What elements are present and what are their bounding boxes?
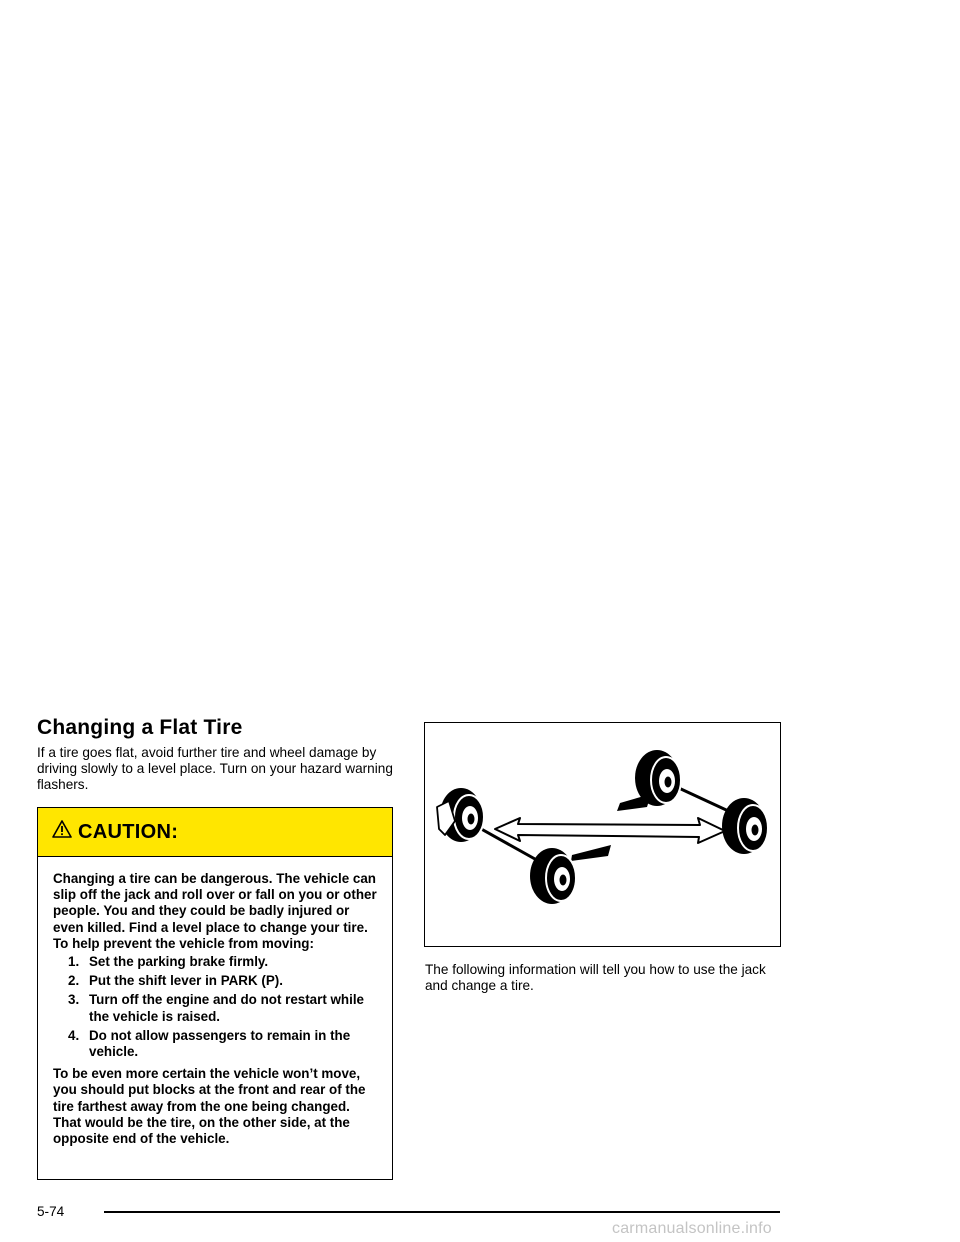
footer-divider [104,1211,780,1213]
tire-icon [722,798,768,854]
warning-triangle-icon [52,819,72,839]
step-text: Set the parking brake firmly. [89,954,269,970]
step-number: 1. [68,954,80,970]
step-text: Put the shift lever in PARK (P). [89,973,283,989]
step-number: 2. [68,973,80,989]
step-number: 4. [68,1027,80,1043]
tire-icon [437,788,484,842]
step-number: 3. [68,992,80,1008]
caution-title: CAUTION: [78,820,179,843]
page-number: 5-74 [37,1204,65,1219]
tire-icon [635,750,681,806]
tire-blocking-diagram [425,723,779,945]
caution-closing: To be even more certain the vehicle won’t move, you should put blocks at the front and rear of the tire farthest away from the one being changed. That would be the tire, on the other side, at the opposite end of the vehicle. [53,1066,366,1147]
caution-step [68,954,378,970]
caution-step [68,973,378,989]
after-figure-paragraph: The following information will tell you how to use the jack and change a tire. [425,962,766,993]
tire-icon [530,848,576,904]
caution-header [38,808,392,857]
step-text: Turn off the engine and do not restart while the vehicle is raised. [89,992,365,1024]
caution-steps [53,954,378,1060]
watermark: carmanualsonline.info [612,1220,772,1237]
caution-body [38,857,392,1147]
tire-diagram-figure [424,722,781,947]
intro-paragraph: If a tire goes flat, avoid further tire and wheel damage by driving slowly to a level place. Turn on your hazard warning flashers. [37,745,393,792]
caution-lead: Changing a tire can be dangerous. The vehicle can slip off the jack and roll over or fall on you or other people. You and they could be badly injured or even killed. Find a level place to change your tire. To help prevent the vehicle from moving: [53,871,377,951]
caution-step [68,1028,378,1060]
caution-box [37,807,393,1180]
wheel-block-icon [571,845,611,861]
step-text: Do not allow passengers to remain in the vehicle. [89,1027,351,1060]
caution-step [68,992,378,1024]
section-title: Changing a Flat Tire [37,716,243,739]
